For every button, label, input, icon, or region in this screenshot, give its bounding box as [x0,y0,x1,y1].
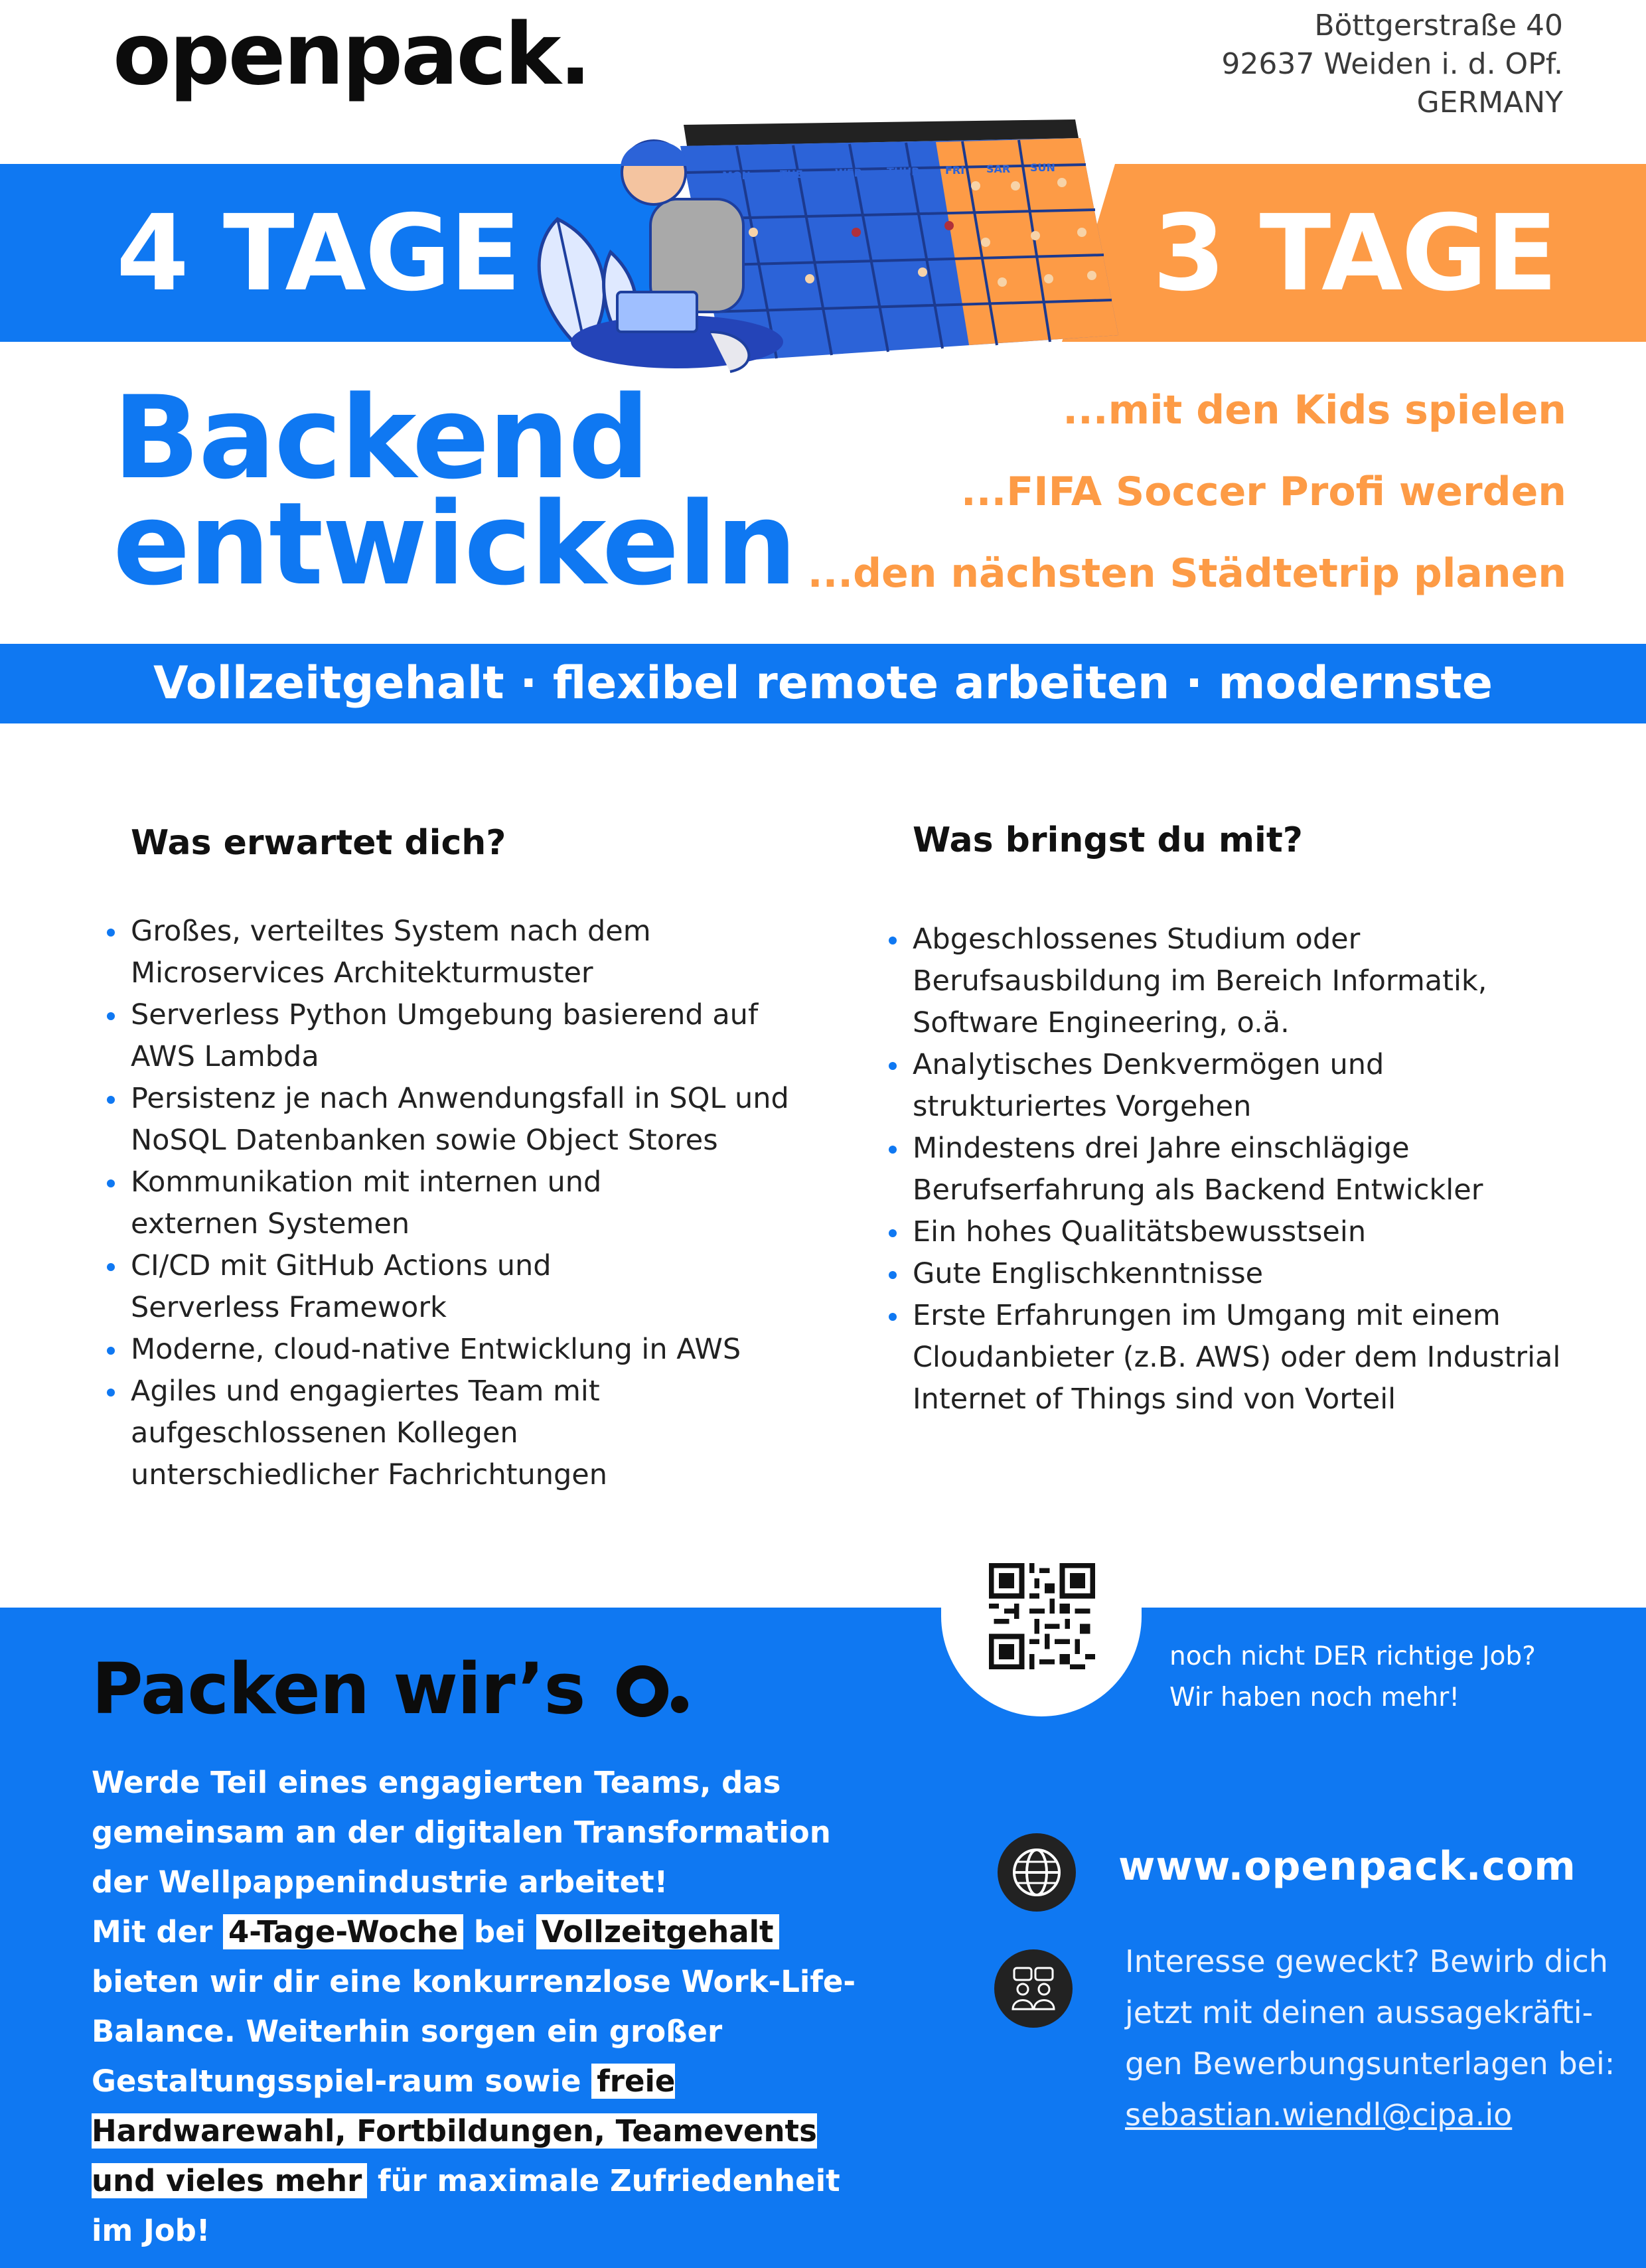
bring-item-line: Berufsausbildung im Bereich Informatik, [913,964,1487,998]
highlight-full-salary: Vollzeitgehalt [536,1914,779,1949]
address [1221,7,1563,122]
benefits-bar: Vollzeitgehalt · flexibel remote arbeiten · modernste Technologien [0,644,1646,723]
job-title-line-2: entwickeln [113,477,796,611]
day-sun: SUN [1030,161,1055,174]
three-days-label: 3 TAGE [1152,192,1556,315]
apply-line-1: Interesse geweckt? Bewirb dich [1125,1943,1608,1979]
bring-item-line: Gute Englischkenntnisse [913,1257,1264,1290]
job-title [113,371,796,611]
globe-icon [998,1833,1076,1912]
contact-people-icon-svg [994,1949,1073,2028]
bring-item [913,1253,1576,1295]
day-tue: TUE [780,168,803,181]
expect-item [131,1329,794,1371]
day-mon: MON [722,169,751,182]
calendar-illustration [511,113,1135,405]
logo: openpack. [113,5,590,104]
openpack-o-icon [617,1665,668,1717]
expect-item-line: Microservices Architekturmuster [131,956,593,990]
bring-item-line: Abgeschlossenes Studium oder [913,923,1361,956]
join-text-5: für maximale Zufriedenheit im Job! [92,2163,840,2248]
bring-item-line: strukturiertes Vorgehen [913,1090,1252,1123]
bring-item-line: Cloudanbieter (z.B. AWS) oder dem Industrial [913,1341,1561,1374]
expect-item-line: CI/CD mit GitHub Actions und [131,1249,552,1282]
expect-item-line: Serverless Python Umgebung basierend auf [131,998,759,1031]
bring-list [913,919,1576,1420]
bring-item [913,1295,1576,1420]
expect-item-line: Agiles und engagiertes Team mit [131,1375,600,1408]
bring-item-line: Ein hohes Qualitätsbewusstsein [913,1215,1367,1248]
expect-item [131,1078,794,1162]
address-country: GERMANY [1416,86,1563,119]
packen-text: Packen wir’s [92,1648,585,1730]
expect-item [131,1371,794,1496]
expect-item-line: NoSQL Datenbanken sowie Object Stores [131,1124,718,1157]
expect-item-line: aufgeschlossenen Kollegen [131,1416,518,1450]
highlight-four-day-week: 4-Tage-Woche [223,1914,463,1949]
day-sat: SAR [986,163,1011,175]
expect-title: Was erwartet dich? [131,823,506,863]
expect-item [131,994,794,1078]
expect-item [131,1245,794,1329]
job-title-line-1: Backend [113,371,649,504]
apply-line-2: jetzt mit deinen aussagekräfti- [1125,1995,1594,2030]
bring-item [913,1044,1576,1128]
bring-item [913,919,1576,1044]
join-text-4: bieten wir dir eine konkurrenzlose Work-Life-Balance. Weiterhin sorgen ein großer Gestaltungsspiel-raum sowie [92,1964,856,2099]
globe-icon-svg [998,1833,1076,1912]
bring-item-line: Analytisches Denkvermögen und [913,1048,1384,1081]
openpack-dot-icon [671,1696,688,1713]
bring-item-line: Berufserfahrung als Backend Entwickler [913,1173,1483,1207]
expect-item-line: AWS Lambda [131,1040,319,1073]
bring-item [913,1211,1576,1253]
website-link[interactable]: www.openpack.com [1118,1843,1576,1890]
highlight-perks: freie Hardwarewahl, Fortbildungen, Teamevents und vieles mehr [92,2064,817,2198]
expect-item-line: externen Systemen [131,1207,410,1241]
expect-item-line: Persistenz je nach Anwendungsfall in SQL und [131,1082,789,1115]
join-text-1: Werde Teil eines engagierten Teams, das gemeinsam an der digitalen Transformation der Wellpappenindustrie arbeitet! [92,1765,831,1900]
more-jobs-text [1169,1636,1536,1718]
apply-line-3: gen Bewerbungsunterlagen bei: [1125,2046,1615,2081]
join-paragraph [92,1758,875,2255]
contact-people-icon [994,1949,1073,2028]
join-text-3: bei [473,1914,526,1949]
expect-item-line: Moderne, cloud-native Entwicklung in AWS [131,1333,741,1366]
expect-item-line: Kommunikation mit internen und [131,1166,602,1199]
expect-item [131,1162,794,1245]
packen-heading [92,1648,688,1730]
more-jobs-line-2: Wir haben noch mehr! [1169,1683,1459,1712]
apply-text [1125,1936,1616,2141]
address-city: 92637 Weiden i. d. OPf. [1221,47,1563,81]
four-days-label: 4 TAGE [116,192,520,315]
expect-item-line: Großes, verteiltes System nach dem [131,915,651,948]
qr-code[interactable] [989,1563,1095,1669]
day-fri: FRI [945,164,965,177]
bring-item-line: Software Engineering, o.ä. [913,1006,1290,1039]
hobby-item: ...mit den Kids spielen [1063,387,1566,433]
bring-item-line: Erste Erfahrungen im Umgang mit einem [913,1299,1501,1332]
hobby-list [808,382,1566,627]
bring-item-line: Mindestens drei Jahre einschlägige [913,1132,1410,1165]
bring-item [913,1128,1576,1211]
expect-item-line: unterschiedlicher Fachrichtungen [131,1458,608,1491]
expect-item [131,911,794,994]
hobby-item: ...den nächsten Städtetrip planen [807,550,1566,597]
expect-list [131,911,794,1496]
day-wed: WEB [835,167,862,179]
bring-item-line: Internet of Things sind von Vorteil [913,1383,1396,1416]
address-street: Böttgerstraße 40 [1314,9,1563,42]
bring-title: Was bringst du mit? [913,820,1303,860]
more-jobs-line-1: noch nicht DER richtige Job? [1169,1641,1536,1671]
expect-item-line: Serverless Framework [131,1291,447,1324]
email-link[interactable]: sebastian.wiendl@cipa.io [1125,2097,1513,2133]
hobby-item: ...FIFA Soccer Profi werden [960,469,1566,515]
day-thu: THUR [887,165,920,178]
join-text-2: Mit der [92,1914,213,1949]
